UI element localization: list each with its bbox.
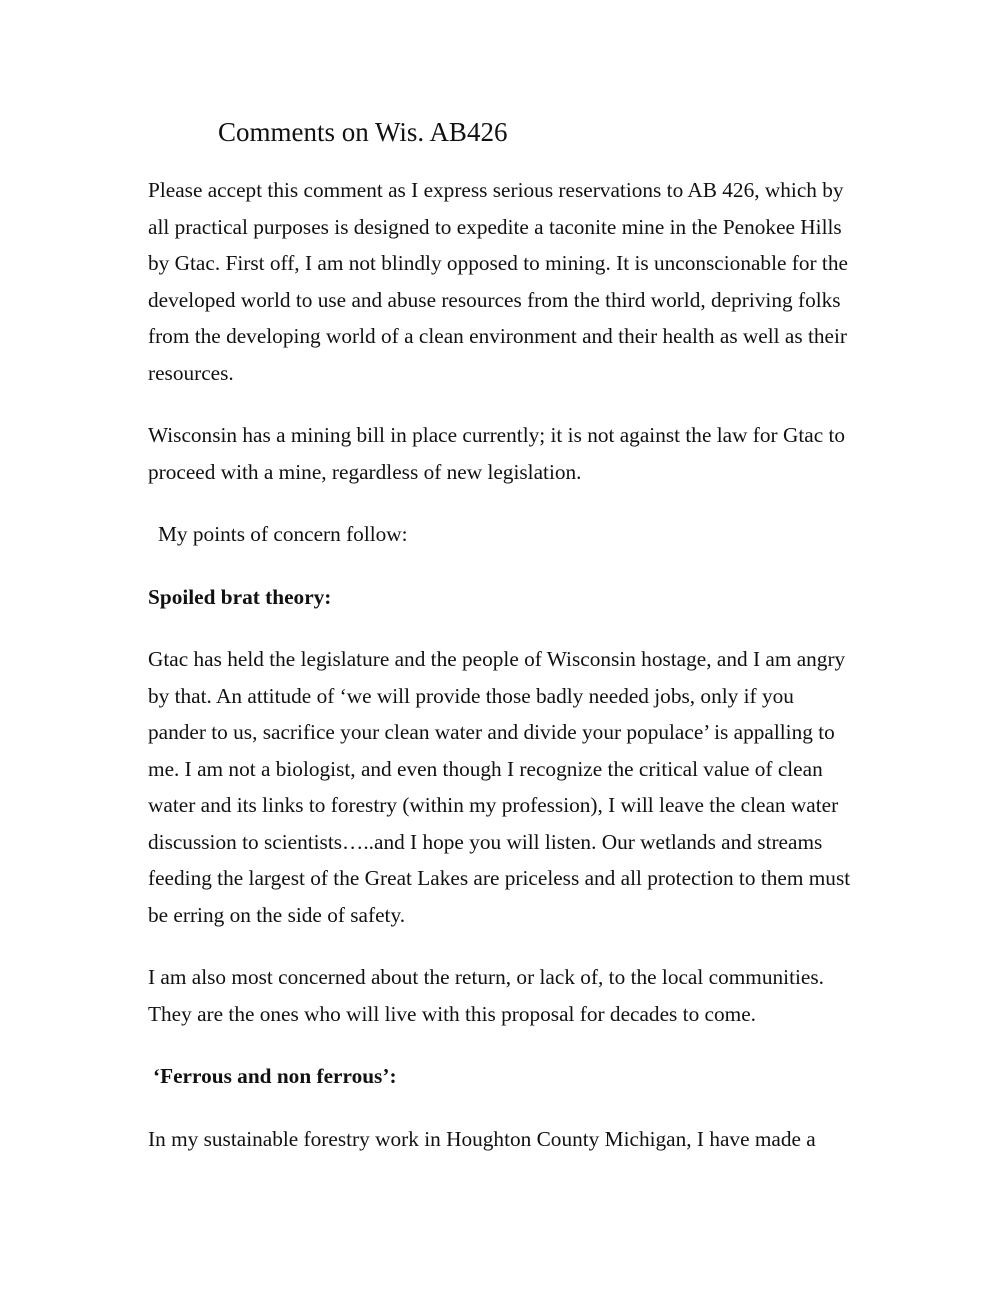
section-heading-ferrous	[148, 1058, 868, 1095]
text-line: proceed with a mine, regardless of new legislation.	[148, 459, 582, 484]
text-line: all practical purposes is designed to expedite a taconite mine in the Penokee Hills	[148, 214, 842, 239]
heading-text: ‘Ferrous and non ferrous’:	[153, 1064, 397, 1088]
text-line: Please accept this comment as I express serious reservations to AB 426, which by	[148, 178, 844, 202]
text-line: me. I am not a biologist, and even though I recognize the critical value of clean	[148, 756, 823, 781]
text-line: In my sustainable forestry work in Houghton County Michigan, I have made a	[148, 1126, 816, 1151]
text-line: I am also most concerned about the return, or lack of, to the local communities.	[148, 965, 824, 989]
text-line: by Gtac. First off, I am not blindly opposed to mining. It is unconscionable for the	[148, 251, 848, 275]
paragraph-forestry-work	[148, 1121, 868, 1158]
text-line: My points of concern follow:	[158, 522, 408, 546]
text-line: Wisconsin has a mining bill in place currently; it is not against the law for Gtac to	[148, 423, 846, 447]
section-heading-spoiled-brat	[148, 579, 868, 616]
heading-text: Spoiled brat theory:	[148, 584, 332, 609]
paragraph-gtac-hostage	[148, 641, 868, 933]
text-line: They are the ones who will live with this proposal for decades to come.	[148, 1001, 756, 1026]
text-line: from the developing world of a clean environment and their health as well as their	[148, 324, 848, 348]
text-line: developed world to use and abuse resources from the third world, depriving folks	[148, 287, 841, 312]
document-title: Comments on Wis. AB426	[218, 117, 508, 147]
text-line: water and its links to forestry (within my profession), I will leave the clean water	[148, 793, 839, 817]
document-content	[148, 0, 868, 1183]
text-line: by that. An attitude of ‘we will provide those badly needed jobs, only if you	[148, 683, 794, 708]
paragraph-mining-bill	[148, 417, 868, 490]
paragraph-points-of-concern	[148, 516, 868, 553]
text-line: Gtac has held the legislature and the people of Wisconsin hostage, and I am angry	[148, 647, 846, 671]
text-line: feeding the largest of the Great Lakes are priceless and all protection to them must	[148, 866, 851, 890]
text-line: pander to us, sacrifice your clean water and divide your populace’ is appalling to	[148, 720, 835, 744]
paragraph-local-communities	[148, 959, 868, 1032]
paragraph-intro	[148, 172, 868, 391]
text-line: resources.	[148, 360, 234, 385]
text-line: be erring on the side of safety.	[148, 902, 406, 927]
text-line: discussion to scientists…..and I hope you will listen. Our wetlands and streams	[148, 829, 823, 854]
